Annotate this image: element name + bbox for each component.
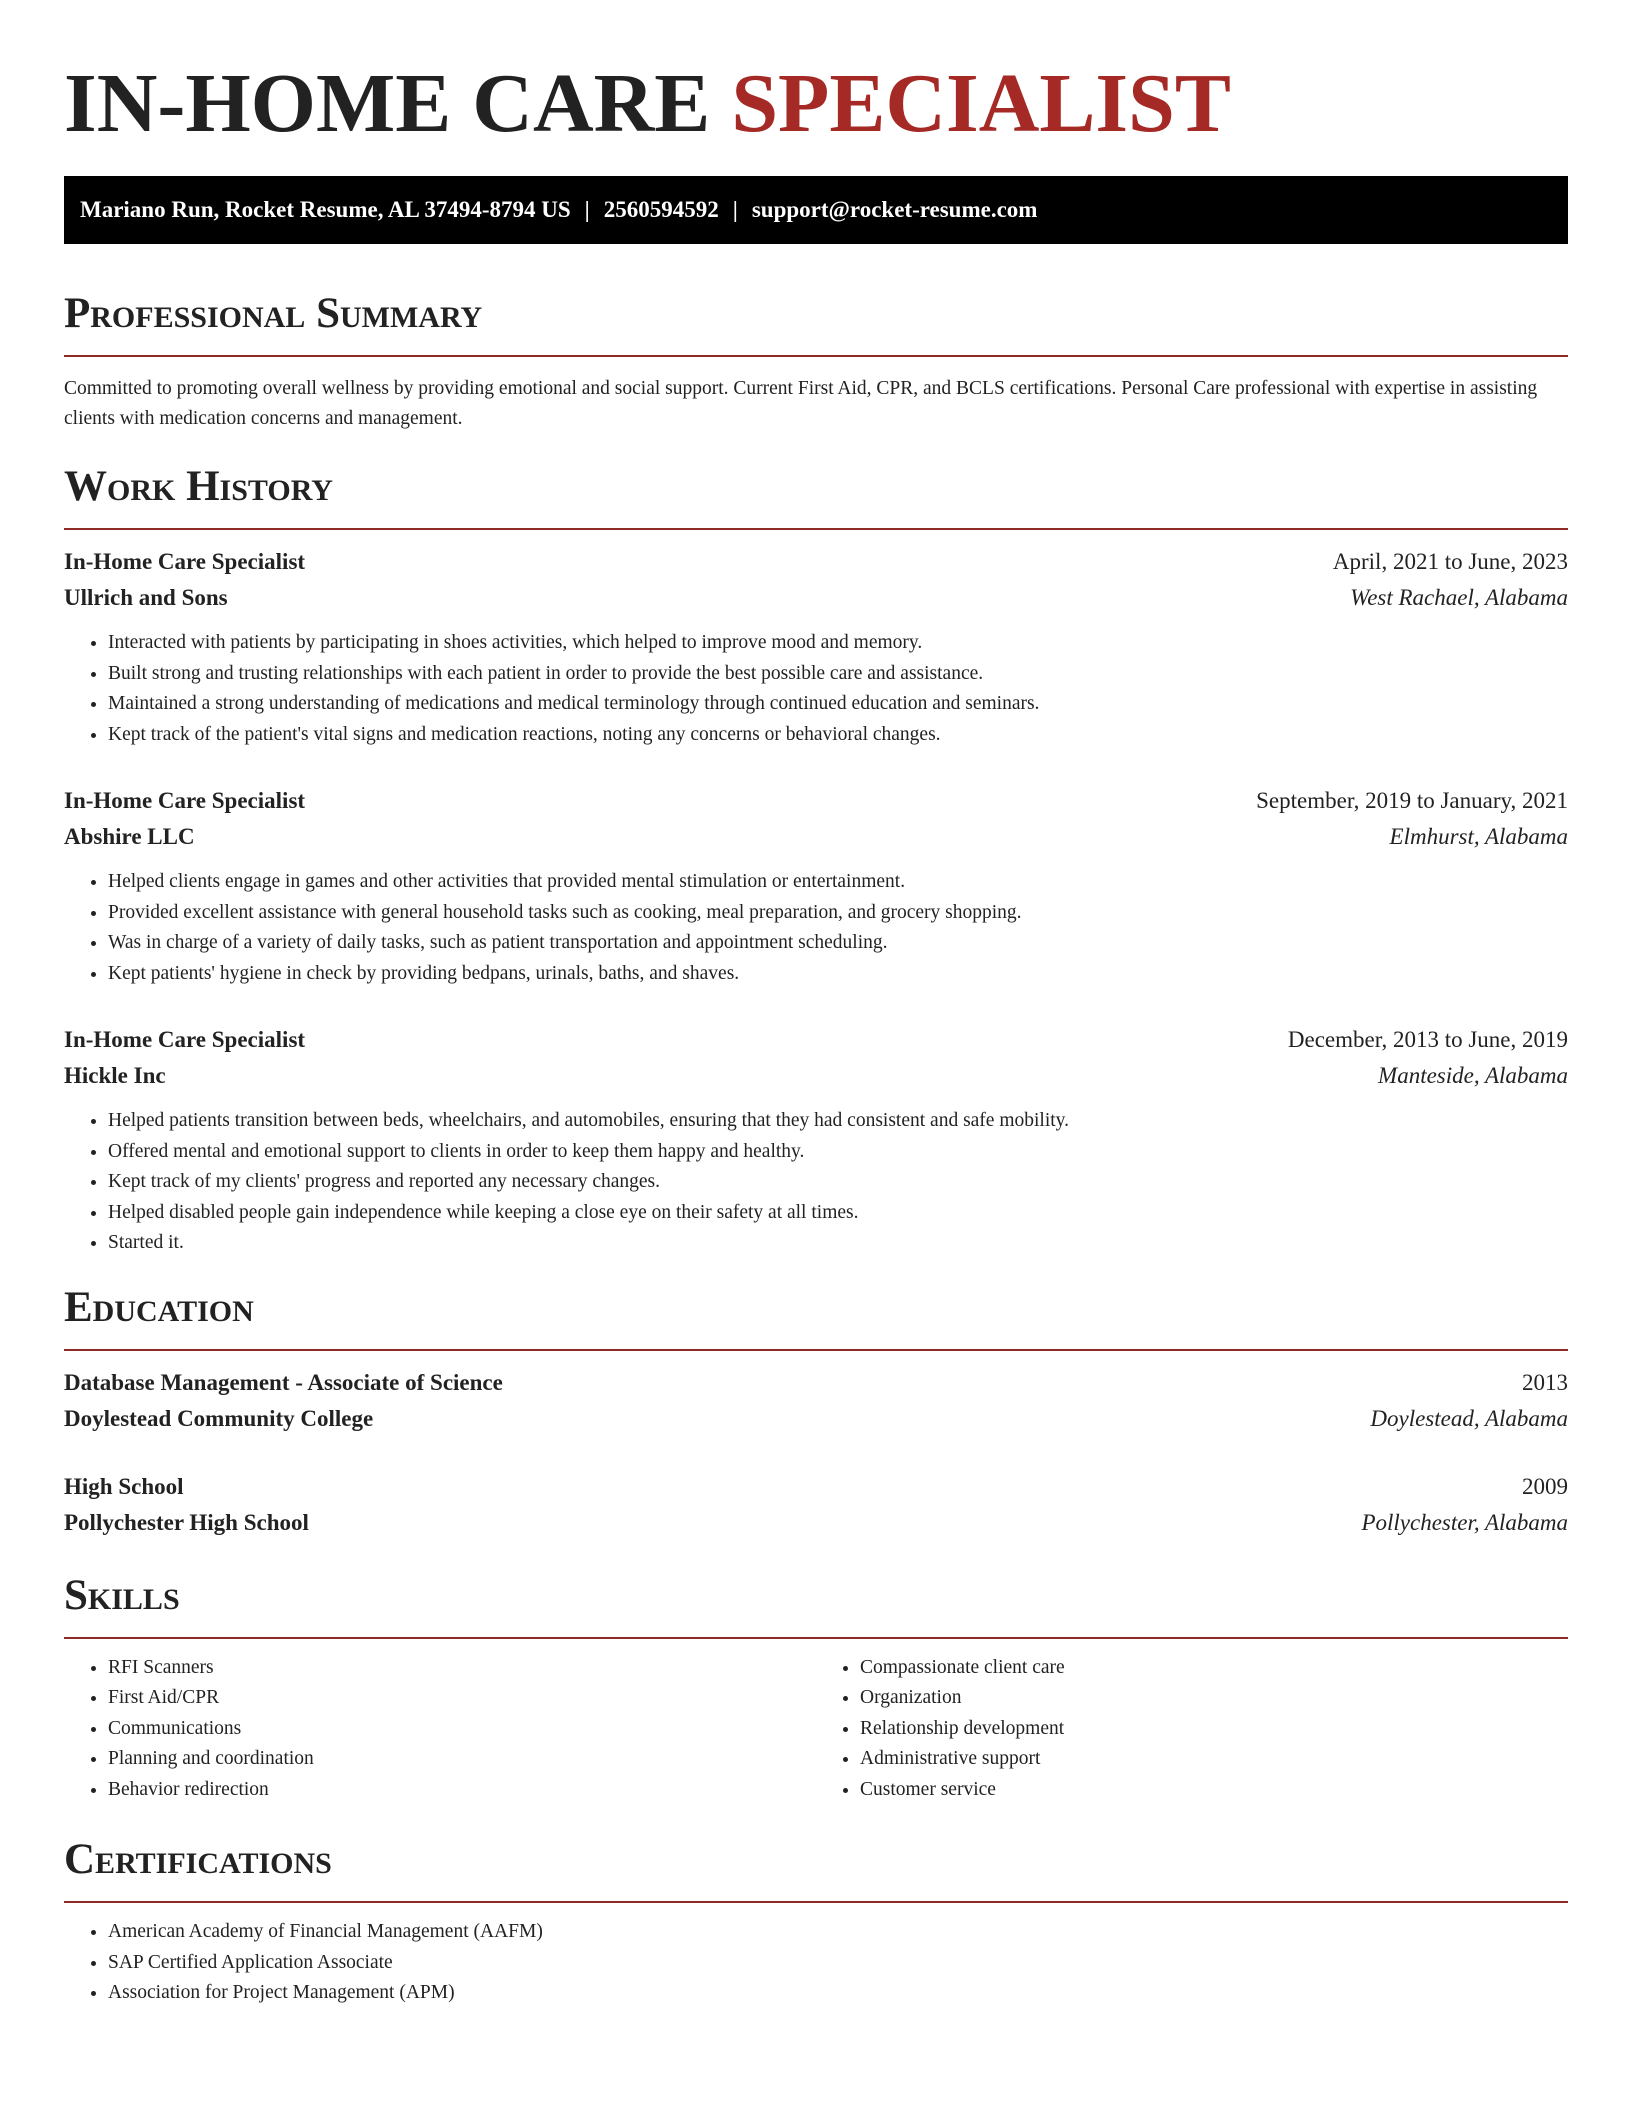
education-year: 2013 (1522, 1369, 1568, 1395)
summary-text: Committed to promoting overall wellness by providing emotional and social support. Current First Aid, CPR, and BCLS certifications. Personal Care professional with expertise in assisting clients with medication concerns and management. (64, 378, 1538, 429)
job-dates: September, 2019 to January, 2021 (1256, 788, 1568, 813)
duty-item: • Offered mental and emotional support to clients in order to keep them happy and healthy. (108, 1137, 1568, 1168)
job-company-row (64, 819, 1568, 855)
skill-item: • Organization (860, 1683, 1568, 1714)
duty-item: • Kept track of my clients' progress and reported any necessary changes. (108, 1167, 1568, 1198)
education-location: Pollychester, Alabama (1361, 1509, 1568, 1535)
section-divider (64, 1901, 1568, 1903)
education-location: Doylestead, Alabama (1370, 1405, 1568, 1431)
job-dates: April, 2021 to June, 2023 (1332, 549, 1568, 574)
skill-item: • Relationship development (860, 1714, 1568, 1745)
job-duties (64, 867, 1568, 989)
skills-columns (64, 1639, 1568, 1806)
job-title: In-Home Care Specialist (64, 788, 306, 813)
duty-item: • Helped clients engage in games and other activities that provided mental stimulation or entertainment. (108, 867, 1568, 898)
section-divider (64, 528, 1568, 530)
duty-item: • Was in charge of a variety of daily tasks, such as patient transportation and appointment scheduling. (108, 928, 1568, 959)
duty-item: • Helped disabled people gain independence while keeping a close eye on their safety at all times. (108, 1198, 1568, 1229)
education-heading: Education (64, 1283, 254, 1331)
skills-section (64, 1571, 1568, 1806)
skill-item: • Communications (108, 1714, 816, 1745)
contact-email[interactable]: support@rocket-resume.com (751, 197, 1038, 222)
summary-heading: Professional Summary (64, 290, 483, 337)
duty-item: • Provided excellent assistance with general household tasks such as cooking, meal preparation, and grocery shopping. (108, 898, 1568, 929)
contact-address: Mariano Run, Rocket Resume, AL 37494-8794 US (80, 197, 571, 222)
contact-bar (64, 176, 1568, 244)
work-heading: Work History (64, 463, 333, 510)
duty-item: • Maintained a strong understanding of medications and medical terminology through continued education and seminars. (108, 689, 1568, 720)
job-company: Abshire LLC (64, 824, 195, 849)
job-company-row (64, 1058, 1568, 1094)
job-dates: December, 2013 to June, 2019 (1287, 1027, 1568, 1052)
job-location: West Rachael, Alabama (1350, 585, 1568, 610)
job-title: In-Home Care Specialist (64, 549, 306, 574)
job-entry (64, 544, 1568, 750)
education-school: Doylestead Community College (64, 1405, 374, 1431)
education-header-row (64, 1365, 1568, 1401)
skill-item: • Behavior redirection (108, 1775, 816, 1806)
education-school-row (64, 1505, 1568, 1541)
contact-phone: 2560594592 (603, 197, 719, 222)
education-year: 2009 (1522, 1473, 1568, 1499)
duty-item: • Started it. (108, 1228, 1568, 1259)
summary-section (64, 289, 1568, 434)
skill-item: • Compassionate client care (860, 1653, 1568, 1684)
job-header-row (64, 1022, 1568, 1058)
job-duties (64, 628, 1568, 750)
job-location: Manteside, Alabama (1378, 1063, 1568, 1088)
certification-item: • Association for Project Management (APM) (108, 1978, 1568, 2009)
certifications-heading: Certifications (64, 1836, 332, 1883)
education-entry (64, 1469, 1568, 1541)
certifications-list (64, 1917, 1568, 2009)
job-location: Elmhurst, Alabama (1389, 824, 1568, 849)
job-company: Hickle Inc (64, 1063, 166, 1088)
duty-item: • Built strong and trusting relationships with each patient in order to provide the best possible care and assistance. (108, 659, 1568, 690)
job-header-row (64, 783, 1568, 819)
job-title: In-Home Care Specialist (64, 1027, 306, 1052)
job-entry (64, 783, 1568, 989)
certification-item: • SAP Certified Application Associate (108, 1948, 1568, 1979)
job-header-row (64, 544, 1568, 580)
skill-item: • Administrative support (860, 1744, 1568, 1775)
duty-item: • Helped patients transition between beds, wheelchairs, and automobiles, ensuring that they had consistent and safe mobility. (108, 1106, 1568, 1137)
duty-item: • Interacted with patients by participating in shoes activities, which helped to improve mood and memory. (108, 628, 1568, 659)
section-divider (64, 1349, 1568, 1351)
education-school: Pollychester High School (64, 1509, 309, 1535)
education-school-row (64, 1401, 1568, 1437)
education-entry (64, 1365, 1568, 1437)
skills-list-right (816, 1653, 1568, 1806)
certification-item: • American Academy of Financial Management (AAFM) (108, 1917, 1568, 1948)
job-company: Ullrich and Sons (64, 585, 228, 610)
title-primary: IN-HOME CARE (64, 57, 711, 150)
certifications-section (64, 1835, 1568, 2009)
duty-item: • Kept track of the patient's vital signs and medication reactions, noting any concerns or behavioral changes. (108, 720, 1568, 751)
skills-list-left (64, 1653, 816, 1806)
job-entry (64, 1022, 1568, 1259)
title-accent: SPECIALIST (731, 57, 1231, 150)
job-company-row (64, 580, 1568, 616)
skills-heading: Skills (64, 1571, 180, 1619)
resume-page (64, 0, 1568, 2009)
education-degree: High School (64, 1473, 184, 1499)
contact-separator: | (584, 197, 590, 222)
contact-separator: | (732, 197, 738, 222)
section-divider (64, 355, 1568, 357)
skill-item: • Planning and coordination (108, 1744, 816, 1775)
education-section (64, 1283, 1568, 1541)
skill-item: • Customer service (860, 1775, 1568, 1806)
education-degree: Database Management - Associate of Science (64, 1369, 503, 1395)
job-duties (64, 1106, 1568, 1259)
education-header-row (64, 1469, 1568, 1505)
resume-title (64, 0, 1568, 150)
skill-item: • RFI Scanners (108, 1653, 816, 1684)
duty-item: • Kept patients' hygiene in check by providing bedpans, urinals, baths, and shaves. (108, 959, 1568, 990)
skill-item: • First Aid/CPR (108, 1683, 816, 1714)
work-section (64, 462, 1568, 1259)
